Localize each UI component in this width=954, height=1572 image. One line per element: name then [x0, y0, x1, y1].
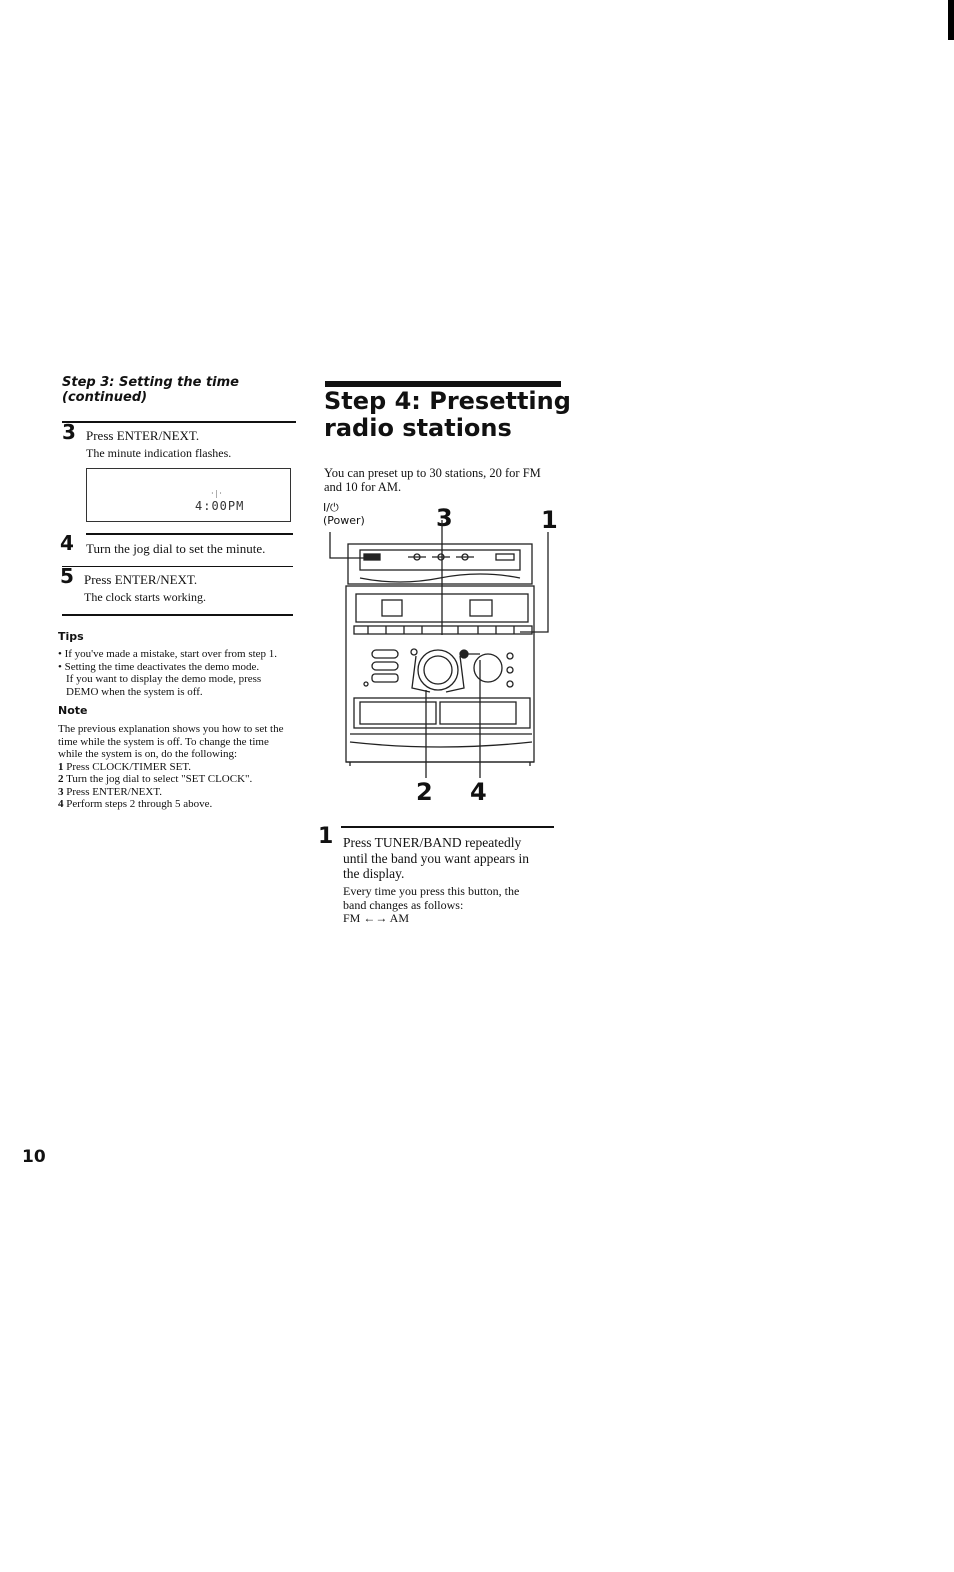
running-head-line1: Step 3: Setting the time	[62, 375, 239, 390]
tip-line: • Setting the time deactivates the demo mode.	[58, 660, 260, 673]
lcd-time: 4:00PM	[195, 499, 245, 513]
note-step-number: 4	[58, 798, 64, 810]
tips-heading: Tips	[58, 630, 84, 643]
band-sequence: FM ←→ AM	[343, 911, 410, 925]
lcd-display	[86, 468, 291, 522]
note-heading: Note	[58, 704, 88, 717]
note-step-number: 2	[58, 773, 64, 785]
stereo-illustration	[320, 520, 560, 780]
step5-text: Press ENTER/NEXT.	[84, 572, 198, 587]
step1-line: until the band you want appears in	[343, 850, 529, 866]
divider	[341, 826, 554, 828]
note-step-text: Perform steps 2 through 5 above.	[66, 798, 213, 810]
intro-line: and 10 for AM.	[324, 480, 402, 494]
note-step-number: 1	[58, 760, 64, 773]
section-title-line2: radio stations	[324, 414, 512, 442]
power-label: (Power)	[323, 514, 365, 527]
step3-number: 3	[62, 420, 76, 444]
page-number: 10	[22, 1147, 46, 1167]
note-line: The previous explanation shows you how to set the	[58, 723, 284, 735]
divider	[62, 421, 296, 423]
note-step-text: Turn the jog dial to select "SET CLOCK".	[66, 773, 253, 785]
note-step-text: Press ENTER/NEXT.	[66, 785, 162, 798]
step1-line: Press TUNER/BAND repeatedly	[343, 835, 522, 850]
tip-line: DEMO when the system is off.	[66, 685, 203, 698]
divider	[86, 533, 293, 535]
step3-sub: The minute indication flashes.	[86, 446, 232, 460]
callout-1: 1	[541, 506, 558, 534]
tip-line: • If you've made a mistake, start over from step 1.	[58, 648, 278, 660]
step1-sub	[343, 885, 519, 926]
divider	[62, 566, 293, 567]
step3-text: Press ENTER/NEXT.	[86, 428, 200, 443]
running-head	[62, 375, 239, 405]
power-symbol: I/⏻	[323, 501, 339, 514]
intro-line: You can preset up to 30 stations, 20 for FM	[324, 466, 541, 480]
note-line: while the system is on, do the following:	[58, 748, 238, 760]
page-edge-tab	[948, 0, 954, 40]
note-step	[58, 786, 283, 799]
section-title	[324, 388, 571, 442]
callout-2: 2	[416, 778, 433, 806]
section-title-line1: Step 4: Presetting	[324, 387, 571, 415]
step1-sub-line: Every time you press this button, the	[343, 884, 520, 898]
note-step	[58, 761, 283, 774]
step5-number: 5	[60, 564, 74, 588]
tips-list	[58, 648, 277, 698]
note-step	[58, 798, 283, 811]
note-step	[58, 773, 283, 786]
step1-sub-line: band changes as follows:	[343, 897, 464, 912]
step4-number: 4	[60, 531, 74, 555]
step1-text	[343, 835, 529, 882]
step1-line: the display.	[343, 866, 405, 881]
step4-text: Turn the jog dial to set the minute.	[86, 541, 266, 556]
flash-marks: · | ·	[211, 489, 222, 498]
tip-line: If you want to display the demo mode, press	[66, 673, 262, 685]
note-step-text: Press CLOCK/TIMER SET.	[66, 760, 192, 773]
note-line: time while the system is off. To change the time	[58, 735, 269, 748]
running-head-line2: (continued)	[62, 390, 148, 405]
step1-number: 1	[318, 824, 334, 849]
note-body	[58, 723, 283, 811]
divider	[62, 614, 293, 616]
callout-4: 4	[470, 778, 487, 806]
callout-3: 3	[436, 504, 453, 532]
step5-sub: The clock starts working.	[84, 590, 206, 604]
note-step-number: 3	[58, 785, 64, 798]
intro-text	[324, 466, 541, 494]
